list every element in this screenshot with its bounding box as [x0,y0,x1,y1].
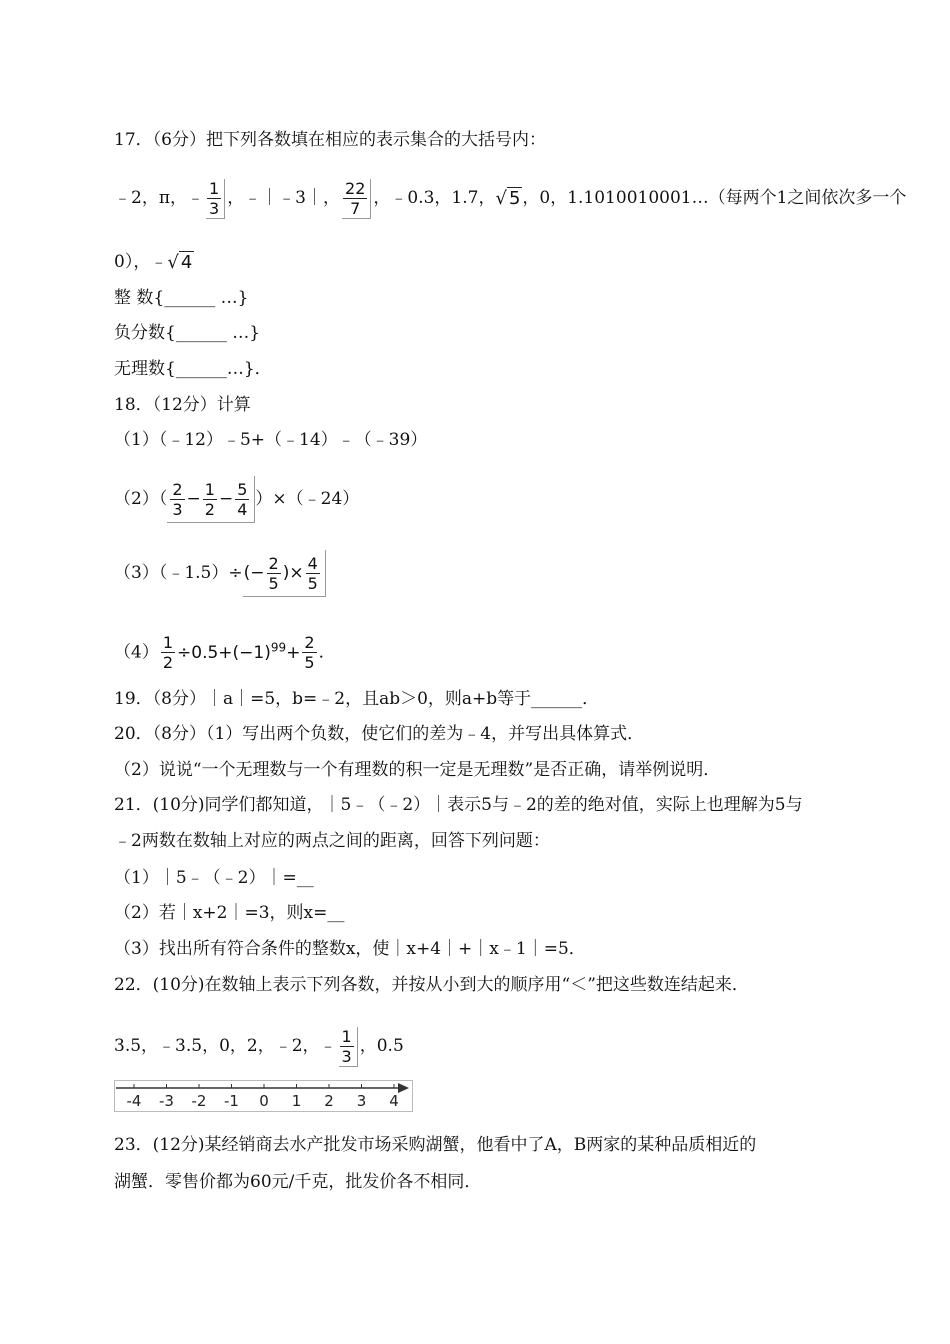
numerator: 2 [268,553,279,573]
q23-line1: 23．(12分)某经销商去水产批发市场采购湖蟹，他看中了A，B两家的某种品质相近的 [114,1135,757,1155]
axis-tick-label: 4 [389,1092,399,1110]
fraction-22-7 [342,179,371,219]
q22-nums-b: ，0.5 [359,1036,404,1056]
q21-line5: （3）找出所有符合条件的整数x，使｜x+4｜+｜x﹣1｜=5． [114,939,586,959]
numerator: 5 [237,480,248,499]
q18-part4-expression: $\frac{1}{2}$ $\div 0.5+(-1)^{99}+$ $\frac{2}{5}$ [162,633,315,673]
q18-part4-label: （4） [114,642,159,663]
numerator: 4 [307,553,318,573]
fraction [170,480,184,519]
q18-part2-tail: ）×（﹣24） [255,489,360,509]
q18-part3-label: （3）（﹣1.5）÷ [114,563,243,583]
q18-part1: （1）（﹣12）﹣5+（﹣14）﹣（﹣39） [114,430,428,450]
q17-nums-b: ，﹣｜﹣3｜， [227,188,341,208]
axis-tick-label: -1 [224,1092,239,1110]
radicand: 4 [180,251,193,273]
numerator: 1 [341,1026,352,1046]
numerator: 2 [304,633,315,653]
fraction [203,480,217,519]
q21-line4: （2）若｜x+2｜=3，则x=__ [114,903,345,923]
denominator: 3 [172,500,183,519]
q17-nums-c: ，﹣0.3，1.7， [373,188,496,208]
axis-tick-label: 0 [259,1092,269,1110]
number-line [114,1080,414,1117]
q17-set-integers: 整 数{______ …} [114,288,249,308]
q17-title: 17．（6分）把下列各数填在相应的表示集合的大括号内： [114,130,546,150]
axis-tick-label: -3 [159,1092,174,1110]
fraction-one-third [206,179,225,219]
radicand: 5 [508,187,521,209]
denominator: 3 [341,1046,352,1066]
axis-tick-label: 3 [356,1092,367,1110]
fraction-one-third [339,1027,358,1067]
sqrt-4: √ 4 [167,251,193,273]
fraction [267,554,281,593]
exponent: 99 [270,640,287,654]
q22-numbers [114,1023,404,1069]
q18-title: 18．（12分）计算 [114,395,251,415]
q21-line3: （1）｜5﹣（﹣2）｜=__ [114,868,314,888]
denominator: 2 [162,653,174,673]
q17-set-negative-fractions: 负分数{______ …} [114,323,261,343]
fraction [306,554,320,593]
q17-numbers [114,176,906,221]
denominator: 7 [350,198,361,218]
denominator: 4 [237,500,248,519]
q18-part4 [114,624,336,676]
numerator: 1 [162,633,174,653]
axis-tick-label: -2 [191,1092,207,1110]
sqrt-5: √ 5 [495,187,521,209]
fraction [235,480,249,519]
denominator: 3 [209,198,220,218]
q21-line1: 21．(10分)同学们都知道，｜5﹣（﹣2）｜表示5与﹣2的差的绝对值，实际上也理解为5与 [114,795,803,815]
q20-line1: 20．（8分）（1）写出两个负数，使它们的差为﹣4，并写出具体算式． [114,724,645,744]
axis-tick-label: 2 [324,1092,334,1110]
denominator: 5 [307,573,318,593]
q17-set-irrationals: 无理数{______…}． [114,359,272,379]
q22-line1: 22．(10分)在数轴上表示下列各数，并按从小到大的顺序用“＜”把这些数连结起来． [114,975,749,995]
q17-nums-a: ﹣2，π，﹣ [114,188,204,208]
fraction [161,633,175,672]
axis-tick-label: -4 [126,1092,142,1110]
q17-nums-d: ，0，1.1010010001…（每两个1之间依次多一个 [522,188,907,208]
denominator: 5 [304,653,315,673]
q18-part2-label: （2） [114,489,159,509]
axis-tick-label: 1 [291,1092,302,1110]
q19: 19．（8分）｜a｜=5，b=﹣2，且ab＞0，则a+b等于______． [114,689,600,709]
denominator: 5 [268,573,279,593]
q18-part4-mid: ÷0.5+(−1) [177,642,271,663]
numerator: 1 [209,178,220,198]
q18-part3-expression: (− $\frac{2}{5}$ )× $\frac{4}{5}$ [243,550,326,597]
numerator: 1 [204,480,215,499]
denominator: 2 [204,500,215,519]
q18-part2-fractions: $\frac{2}{3}$ − $\frac{1}{2}$ − $\frac{5}{4}$ [167,476,255,523]
axis-tick-labels [127,1092,399,1110]
q23-line2: 湖蟹．零售价都为60元/千克，批发价各不相同． [114,1172,482,1192]
q20-line2: （2）说说“一个无理数与一个有理数的积一定是无理数”是否正确，请举例说明． [114,760,721,780]
q22-nums-a: 3.5，﹣3.5，0，2，﹣2，﹣ [114,1036,337,1056]
fraction [302,633,316,672]
q18-part3 [114,550,326,597]
q17-line2 [114,250,194,275]
numerator: 2 [172,480,183,499]
q18-part4-end: ． [318,642,336,663]
q18-part2: （2）（ $\frac{2}{3}$ − $\frac{1}{2}$ − $\frac{5}{4}$ ）×（﹣24） [114,476,359,523]
number-line-svg [114,1080,414,1112]
q21-line2: ﹣2两数在数轴上对应的两点之间的距离，回答下列问题： [114,831,550,851]
q17-line2-text: 0），﹣ [114,252,168,272]
axis-arrow-icon [398,1083,409,1093]
numerator: 22 [345,178,366,198]
